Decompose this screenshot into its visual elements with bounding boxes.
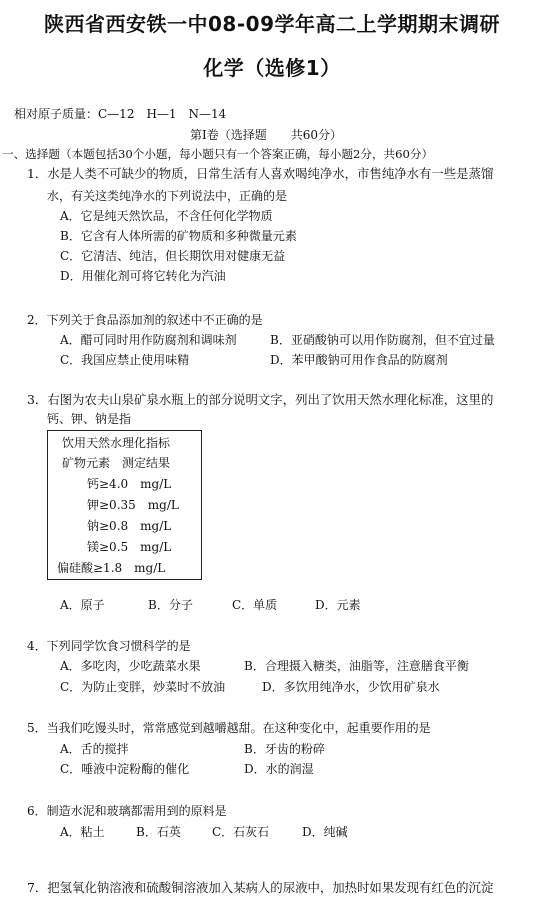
q2-option-a: A．醋可同时用作防腐剂和调味剂 xyxy=(60,333,237,347)
document-subtitle: 化学（选修1） xyxy=(203,56,341,80)
q5-stem: 5．当我们吃馒头时，常常感觉到越嚼越甜。在这种变化中，起重要作用的是 xyxy=(27,721,431,735)
q3-option-c: C．单质 xyxy=(232,598,278,612)
q5-option-a: A．舌的搅拌 xyxy=(60,742,129,756)
label-table-row-metasilicic-acid: 偏硅酸≥1.8 mg/L xyxy=(57,561,166,575)
q4-option-c: C．为防止变胖，炒菜时不放油 xyxy=(60,680,226,694)
q1-option-b: B．它含有人体所需的矿物质和多种微量元素 xyxy=(60,229,297,243)
q1-option-c: C．它清洁、纯洁，但长期饮用对健康无益 xyxy=(60,249,286,263)
q3-option-d: D．元素 xyxy=(315,598,361,612)
q7-stem: 7．把氢氧化钠溶液和硫酸铜溶液加入某病人的尿液中，加热时如果发现有红色的沉淀 xyxy=(27,880,494,895)
q6-option-a: A．粘土 xyxy=(60,825,105,839)
label-table-columns: 矿物元素 测定结果 xyxy=(62,456,171,470)
q1-option-d: D．用催化剂可将它转化为汽油 xyxy=(60,269,226,283)
q3-option-b: B．分子 xyxy=(148,598,193,612)
label-table-heading: 饮用天然水理化指标 xyxy=(62,436,171,450)
label-table-row-potassium: 钾≥0.35 mg/L xyxy=(87,498,179,512)
label-table-row-magnesium: 镁≥0.5 mg/L xyxy=(87,540,172,554)
q1-stem-line1: 1．水是人类不可缺少的物质，日常生活有人喜欢喝纯净水，市售纯净水有一些是蒸馏 xyxy=(27,166,494,181)
document-title: 陕西省西安铁一中08-09学年高二上学期期末调研 xyxy=(44,12,500,36)
q6-option-d: D．纯碱 xyxy=(302,825,348,839)
label-table-row-sodium: 钠≥0.8 mg/L xyxy=(87,519,172,533)
q6-option-b: B．石英 xyxy=(136,825,181,839)
q5-option-b: B．牙齿的粉碎 xyxy=(244,742,325,756)
q4-stem: 4．下列同学饮食习惯科学的是 xyxy=(27,639,191,653)
q3-stem-line2: 钙、钾、钠是指 xyxy=(47,412,132,426)
q2-option-c: C．我国应禁止使用味精 xyxy=(60,353,190,367)
part-heading: 第Ⅰ卷（选择题 共60分） xyxy=(190,128,343,142)
q2-stem: 2．下列关于食品添加剂的叙述中不正确的是 xyxy=(27,313,263,327)
q5-option-d: D．水的润湿 xyxy=(244,762,314,776)
label-table-row-calcium: 钙≥4.0 mg/L xyxy=(87,477,172,491)
section-heading: 一、选择题（本题包括30个小题，每小题只有一个答案正确，每小题2分，共60分） xyxy=(2,147,434,161)
q4-option-d: D．多饮用纯净水，少饮用矿泉水 xyxy=(262,680,440,694)
atomic-mass-line: 相对原子质量：C—12 H—1 N—14 xyxy=(14,107,227,121)
q3-option-a: A．原子 xyxy=(60,598,105,612)
q2-option-d: D．苯甲酸钠可用作食品的防腐剂 xyxy=(270,353,448,367)
q3-stem-line1: 3．右图为农夫山泉矿泉水瓶上的部分说明文字，列出了饮用天然水理化标准，这里的 xyxy=(27,392,494,407)
q4-option-b: B．合理摄入糖类，油脂等，注意膳食平衡 xyxy=(244,659,469,673)
q6-option-c: C．石灰石 xyxy=(212,825,270,839)
q1-stem-line2: 水，有关这类纯净水的下列说法中，正确的是 xyxy=(47,189,288,203)
q4-option-a: A．多吃肉，少吃蔬菜水果 xyxy=(60,659,201,673)
q5-option-c: C．唾液中淀粉酶的催化 xyxy=(60,762,190,776)
q6-stem: 6．制造水泥和玻璃都需用到的原料是 xyxy=(27,804,227,818)
q2-option-b: B．亚硝酸钠可以用作防腐剂，但不宜过量 xyxy=(270,333,495,347)
q1-option-a: A．它是纯天然饮品，不含任何化学物质 xyxy=(60,209,273,223)
